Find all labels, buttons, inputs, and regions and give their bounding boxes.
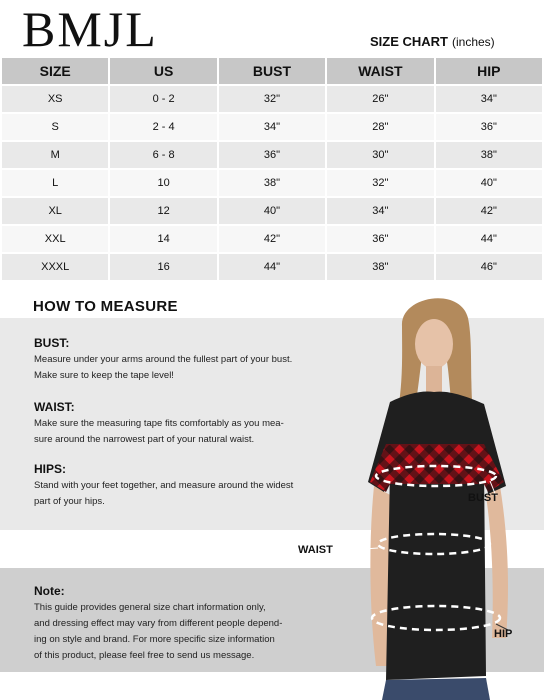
cell-waist: 30" [327,142,433,168]
cell-hip: 34" [436,86,542,112]
how-to-measure-title: HOW TO MEASURE [33,298,178,315]
cell-hip: 42" [436,198,542,224]
size-chart-title-text: SIZE CHART [370,34,448,49]
brand-logo: BMJL [22,1,158,57]
cell-us: 10 [110,170,216,196]
hips-instructions [34,478,354,510]
cell-hip: 36" [436,114,542,140]
header-bust: BUST [219,58,325,84]
neck [426,366,442,392]
header-waist: WAIST [327,58,433,84]
note-heading: Note: [34,584,65,598]
note-line-1: This guide provides general size chart information only, [34,602,266,613]
cell-bust: 38" [219,170,325,196]
bust-callout: BUST [468,492,498,504]
cell-hip: 40" [436,170,542,196]
hips-line-1: Stand with your feet together, and measure around the widest [34,480,294,491]
cell-us: 16 [110,254,216,280]
note-line-4: of this product, please feel free to send us message. [34,650,255,661]
size-chart-title [370,34,495,49]
table-row [2,198,542,224]
size-chart-header-row [2,58,542,84]
waist-instructions [34,416,354,448]
cell-waist: 36" [327,226,433,252]
hips-line-2: part of your hips. [34,496,105,507]
waist-callout: WAIST [298,544,333,556]
cell-waist: 28" [327,114,433,140]
cell-bust: 32" [219,86,325,112]
note-line-2: and dressing effect may vary from different people depend- [34,618,283,629]
size-chart-table [0,56,544,282]
hip-callout: HIP [494,628,513,640]
table-row [2,114,542,140]
cell-us: 14 [110,226,216,252]
waist-line-2: sure around the narrowest part of your natural waist. [34,434,255,445]
cell-hip: 46" [436,254,542,280]
cell-waist: 38" [327,254,433,280]
table-row [2,86,542,112]
face [415,319,453,369]
waist-heading: WAIST: [34,400,75,414]
cell-waist: 32" [327,170,433,196]
cell-hip: 44" [436,226,542,252]
jeans [382,678,490,700]
cell-us: 12 [110,198,216,224]
table-row [2,142,542,168]
cell-bust: 36" [219,142,325,168]
table-row [2,226,542,252]
cell-us: 2 - 4 [110,114,216,140]
header-size: SIZE [2,58,108,84]
cell-us: 6 - 8 [110,142,216,168]
cell-size: M [2,142,108,168]
cell-size: XXXL [2,254,108,280]
cell-size: L [2,170,108,196]
cell-bust: 42" [219,226,325,252]
cell-size: XL [2,198,108,224]
cell-size: S [2,114,108,140]
cell-waist: 34" [327,198,433,224]
model-photo [350,286,544,700]
hips-heading: HIPS: [34,462,67,476]
cell-size: XXL [2,226,108,252]
header-hip: HIP [436,58,542,84]
size-chart-unit: (inches) [452,35,495,49]
note-text [34,600,354,664]
cell-bust: 34" [219,114,325,140]
bust-line-2: Make sure to keep the tape level! [34,370,174,381]
bust-line-1: Measure under your arms around the fullest part of your bust. [34,354,293,365]
table-row [2,254,542,280]
table-row [2,170,542,196]
bust-heading: BUST: [34,336,70,350]
right-arm [486,486,508,638]
cell-us: 0 - 2 [110,86,216,112]
bust-instructions [34,352,354,384]
cell-hip: 38" [436,142,542,168]
how-to-measure-section [0,286,544,700]
cell-size: XS [2,86,108,112]
note-line-3: ing on style and brand. For more specific size information [34,634,275,645]
cell-waist: 26" [327,86,433,112]
cell-bust: 44" [219,254,325,280]
header-us: US [110,58,216,84]
cell-bust: 40" [219,198,325,224]
waist-line-1: Make sure the measuring tape fits comfortably as you mea- [34,418,284,429]
